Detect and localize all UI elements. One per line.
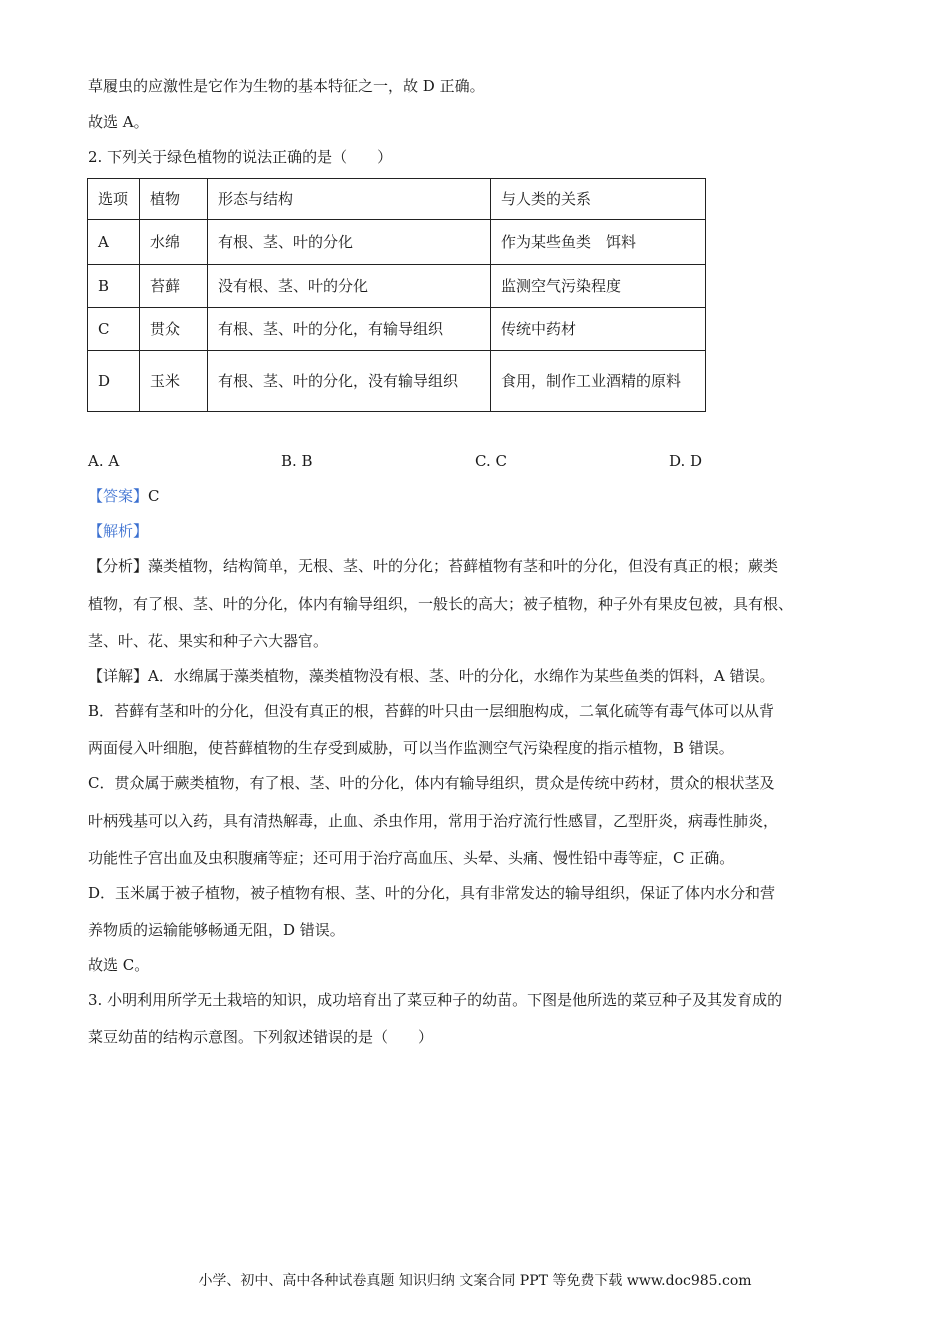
table-header-row bbox=[88, 179, 706, 220]
table-cell: 有根、茎、叶的分化 bbox=[208, 220, 491, 265]
option-b: B. B bbox=[281, 452, 313, 470]
table-cell: 传统中药材 bbox=[491, 308, 706, 351]
question-table bbox=[87, 178, 706, 412]
question-title: 菜豆幼苗的结构示意图。下列叙述错误的是（ ） bbox=[88, 1028, 434, 1046]
table-cell: 苔藓 bbox=[140, 265, 208, 308]
body-line: 茎、叶、花、果实和种子六大器官。 bbox=[88, 632, 329, 650]
option-d: D. D bbox=[669, 452, 703, 470]
option-c: C. C bbox=[475, 452, 507, 470]
body-line: 养物质的运输能够畅通无阻，D 错误。 bbox=[88, 921, 345, 939]
table-row bbox=[88, 265, 706, 308]
answer-line bbox=[88, 486, 160, 506]
table-cell: 食用，制作工业酒精的原料 bbox=[491, 351, 706, 412]
table-row bbox=[88, 220, 706, 265]
table-cell: 作为某些鱼类 饵料 bbox=[491, 220, 706, 265]
paragraph: 草履虫的应激性是它作为生物的基本特征之一，故 D 正确。 bbox=[88, 77, 485, 95]
answer-value: C bbox=[148, 487, 160, 505]
analysis-tag: 【解析】 bbox=[88, 522, 149, 540]
table-cell: 监测空气污染程度 bbox=[491, 265, 706, 308]
body-line: B．苔藓有茎和叶的分化，但没有真正的根，苔藓的叶只由一层细胞构成，二氧化硫等有毒气体可以从背 bbox=[88, 702, 775, 720]
body-line: 植物，有了根、茎、叶的分化，体内有输导组织，一般长的高大；被子植物，种子外有果皮包被，具有根、 bbox=[88, 595, 794, 613]
body-line: D．玉米属于被子植物，被子植物有根、茎、叶的分化，具有非常发达的输导组织，保证了体内水分和营 bbox=[88, 884, 776, 902]
table-cell: 水绵 bbox=[140, 220, 208, 265]
body-line: 两面侵入叶细胞，使苔藓植物的生存受到威胁，可以当作监测空气污染程度的指示植物，B 错误。 bbox=[88, 739, 734, 757]
table-cell: A bbox=[88, 220, 140, 265]
question-title: 3. 小明利用所学无土栽培的知识，成功培育出了菜豆种子的幼苗。下图是他所选的菜豆种子及其发育成的 bbox=[88, 991, 783, 1009]
table-header-cell: 与人类的关系 bbox=[491, 179, 706, 220]
question-title: 2. 下列关于绿色植物的说法正确的是（ ） bbox=[88, 148, 393, 166]
body-line: 叶柄残基可以入药，具有清热解毒，止血、杀虫作用，常用于治疗流行性感冒，乙型肝炎，病毒性肺炎， bbox=[88, 812, 779, 830]
body-line: C．贯众属于蕨类植物，有了根、茎、叶的分化，体内有输导组织，贯众是传统中药材，贯众的根状茎及 bbox=[88, 774, 775, 792]
table-cell: 有根、茎、叶的分化，有输导组织 bbox=[208, 308, 491, 351]
table-row bbox=[88, 308, 706, 351]
table-cell: B bbox=[88, 265, 140, 308]
page-footer: 小学、初中、高中各种试卷真题 知识归纳 文案合同 PPT 等免费下载 www.doc985.com bbox=[198, 1273, 752, 1289]
option-a: A. A bbox=[88, 452, 120, 470]
table-cell: C bbox=[88, 308, 140, 351]
table-cell: 没有根、茎、叶的分化 bbox=[208, 265, 491, 308]
paragraph: 故选 A。 bbox=[88, 113, 149, 131]
answer-tag: 【答案】 bbox=[88, 487, 149, 505]
body-line: 【详解】A．水绵属于藻类植物，藻类植物没有根、茎、叶的分化，水绵作为某些鱼类的饵料，A 错误。 bbox=[88, 667, 775, 685]
body-line: 功能性子宫出血及虫积腹痛等症；还可用于治疗高血压、头晕、头痛、慢性铅中毒等症，C 正确。 bbox=[88, 849, 735, 867]
table-header-cell: 选项 bbox=[88, 179, 140, 220]
table-cell: 贯众 bbox=[140, 308, 208, 351]
table-header-cell: 形态与结构 bbox=[208, 179, 491, 220]
table-cell: 玉米 bbox=[140, 351, 208, 412]
table-row bbox=[88, 351, 706, 412]
table-cell: D bbox=[88, 351, 140, 412]
table-cell: 有根、茎、叶的分化，没有输导组织 bbox=[208, 351, 491, 412]
table-header-cell: 植物 bbox=[140, 179, 208, 220]
body-line: 故选 C。 bbox=[88, 956, 150, 974]
body-line: 【分析】藻类植物，结构简单，无根、茎、叶的分化；苔藓植物有茎和叶的分化，但没有真正的根；蕨类 bbox=[88, 557, 779, 575]
